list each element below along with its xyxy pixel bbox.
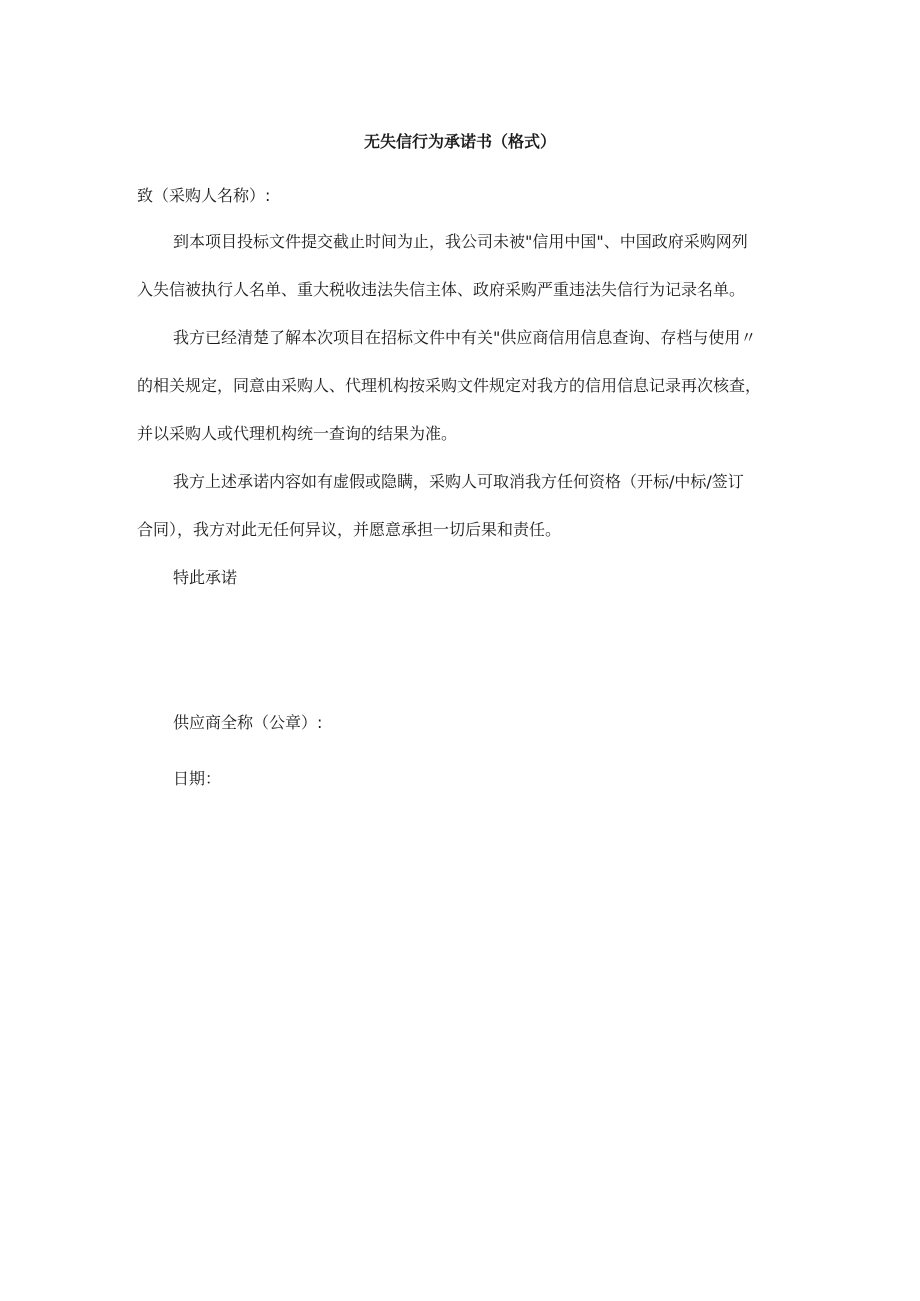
paragraph-1-line-1: 到本项目投标文件提交截止时间为止，我公司未被"信用中国"、中国政府采购网列 [173,232,748,251]
supplier-name-label: 供应商全称（公章）: [173,713,323,732]
paragraph-2-line-2: 的相关规定，同意由采购人、代理机构按采购文件规定对我方的信用信息记录再次核查， [137,376,762,395]
paragraph-2-line-1: 我方已经清楚了解本次项目在招标文件中有关"供应商信用信息查询、存档与使用〃 [173,328,757,347]
date-label: 日期： [173,769,222,788]
paragraph-2-line-3: 并以采购人或代理机构统一查询的结果为准。 [137,424,458,443]
salutation: 致（采购人名称）: [137,186,271,205]
paragraph-1-line-2: 入失信被执行人名单、重大税收违法失信主体、政府采购严重违法失信行为记录名单。 [137,280,746,299]
paragraph-3-line-1: 我方上述承诺内容如有虚假或隐瞒，采购人可取消我方任何资格（开标/中标/签订 [173,472,744,491]
paragraph-3-line-2: 合同），我方对此无任何异议，并愿意承担一切后果和责任。 [137,520,562,539]
document-title: 无失信行为承诺书（格式） [363,132,556,151]
closing-statement: 特此承诺 [173,568,238,587]
